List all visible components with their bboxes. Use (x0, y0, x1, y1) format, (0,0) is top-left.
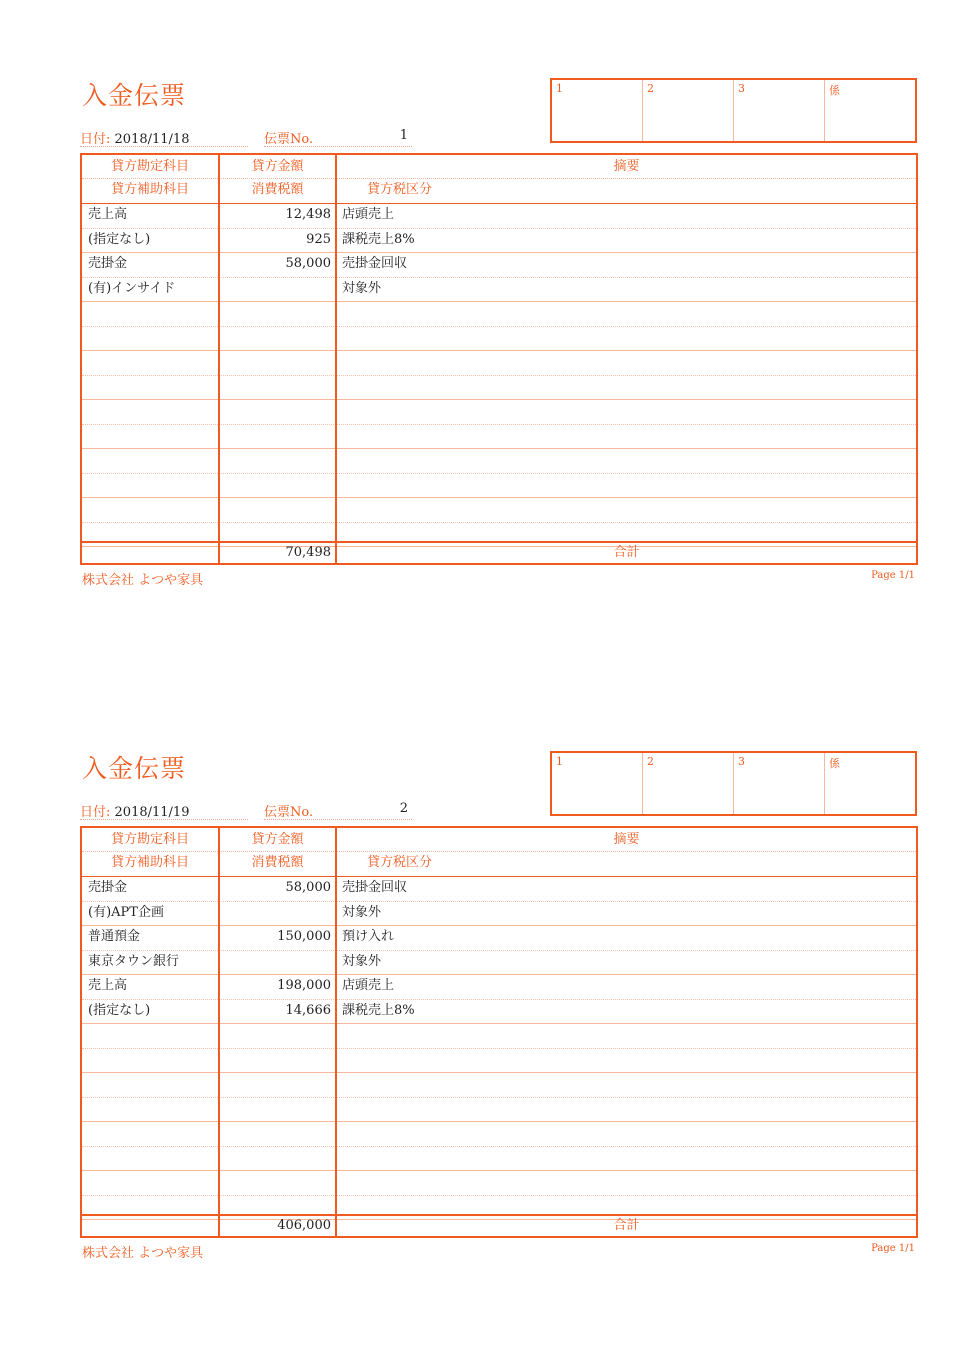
receipt-slip (0, 673, 965, 1273)
page-number: Page 1/1 (871, 1243, 915, 1254)
table-row (82, 448, 916, 474)
table-header (82, 828, 916, 877)
table-row (82, 424, 916, 450)
table-row (82, 203, 916, 229)
approval-cell-person: 係 (824, 80, 915, 141)
total-label: 合計 (613, 1218, 640, 1233)
approval-cell-3: 3 (733, 753, 824, 814)
table-row (82, 950, 916, 976)
slip-title: 入金伝票 (82, 81, 187, 110)
row-account: (指定なし) (88, 231, 151, 247)
approval-cell-2: 2 (642, 753, 733, 814)
header-consumption-tax: 消費税額 (251, 182, 304, 197)
date-label: 日付: (80, 132, 111, 147)
row-description: 店頭売上 (342, 978, 395, 993)
header-tax-category: 貸方税区分 (367, 855, 433, 870)
table-footer (82, 541, 916, 563)
table-header (82, 155, 916, 204)
table-row (82, 1048, 916, 1074)
table-row (82, 277, 916, 303)
approval-cell-1: 1 (556, 755, 563, 768)
row-account: 東京タウン銀行 (88, 953, 180, 969)
slip-date-field (80, 801, 248, 820)
header-description: 摘要 (613, 159, 640, 174)
row-amount: 925 (306, 231, 331, 247)
total-amount: 70,498 (285, 545, 331, 560)
approval-cell-2: 2 (642, 80, 733, 141)
row-amount: 58,000 (285, 256, 331, 271)
slip-number-field (264, 801, 412, 820)
header-credit-subaccount: 貸方補助科目 (110, 855, 189, 870)
header-credit-subaccount: 貸方補助科目 (110, 182, 189, 197)
slip-date: 2018/11/19 (114, 805, 190, 820)
header-description: 摘要 (613, 832, 640, 847)
total-label: 合計 (613, 545, 640, 560)
header-credit-amount: 貸方金額 (251, 159, 304, 174)
table-row (82, 974, 916, 1000)
total-amount: 406,000 (277, 1218, 331, 1233)
table-row (82, 497, 916, 523)
entry-table (80, 826, 918, 1238)
row-description: 売掛金回収 (342, 880, 408, 895)
row-description: 対象外 (342, 953, 382, 969)
table-row (82, 375, 916, 401)
row-account: 売掛金 (88, 256, 128, 271)
row-account: 売上高 (88, 207, 128, 222)
table-row (82, 350, 916, 376)
table-row (82, 228, 916, 254)
row-account: (有)APT企画 (88, 904, 164, 920)
table-row (82, 399, 916, 425)
row-description: 預け入れ (342, 929, 395, 944)
company-name: 株式会社 よつや家具 (82, 573, 204, 588)
slip-number-field (264, 128, 412, 147)
slip-number: 1 (399, 128, 408, 143)
header-consumption-tax: 消費税額 (251, 855, 304, 870)
row-account: (指定なし) (88, 1002, 151, 1018)
row-account: 普通預金 (88, 929, 141, 944)
row-amount: 58,000 (285, 880, 331, 895)
table-row (82, 876, 916, 902)
row-amount: 150,000 (277, 929, 331, 944)
approval-stamp-box (550, 751, 917, 816)
row-amount: 12,498 (285, 207, 331, 222)
approval-cell-person: 係 (824, 753, 915, 814)
header-tax-category: 貸方税区分 (367, 182, 433, 197)
date-label: 日付: (80, 805, 111, 820)
approval-cell-3: 3 (733, 80, 824, 141)
table-row (82, 1023, 916, 1049)
table-row (82, 999, 916, 1025)
row-account: 売上高 (88, 978, 128, 993)
slip-title: 入金伝票 (82, 754, 187, 783)
row-description: 対象外 (342, 280, 382, 296)
row-description: 売掛金回収 (342, 256, 408, 271)
table-row (82, 1121, 916, 1147)
header-credit-amount: 貸方金額 (251, 832, 304, 847)
row-description: 対象外 (342, 904, 382, 920)
header-credit-account: 貸方勘定科目 (110, 159, 189, 174)
slip-number-label: 伝票No. (264, 132, 314, 147)
page-number: Page 1/1 (871, 570, 915, 581)
row-description: 店頭売上 (342, 207, 395, 222)
table-row (82, 901, 916, 927)
receipt-slip (0, 0, 965, 600)
row-description: 課税売上8% (342, 231, 415, 247)
table-footer (82, 1214, 916, 1236)
slip-number: 2 (399, 801, 408, 816)
row-account: 売掛金 (88, 880, 128, 895)
entry-table (80, 153, 918, 565)
table-row (82, 301, 916, 327)
header-credit-account: 貸方勘定科目 (110, 832, 189, 847)
slip-date-field (80, 128, 248, 147)
slip-number-label: 伝票No. (264, 805, 314, 820)
approval-stamp-box (550, 78, 917, 143)
row-amount: 198,000 (277, 978, 331, 993)
slip-date: 2018/11/18 (114, 132, 190, 147)
row-account: (有)インサイド (88, 280, 176, 296)
table-row (82, 1072, 916, 1098)
table-row (82, 925, 916, 951)
row-description: 課税売上8% (342, 1002, 415, 1018)
table-row (82, 252, 916, 278)
table-row (82, 473, 916, 499)
table-row (82, 1146, 916, 1172)
table-row (82, 1170, 916, 1196)
table-row (82, 1097, 916, 1123)
company-name: 株式会社 よつや家具 (82, 1246, 204, 1261)
approval-cell-1: 1 (556, 82, 563, 95)
row-amount: 14,666 (285, 1002, 331, 1018)
table-row (82, 326, 916, 352)
